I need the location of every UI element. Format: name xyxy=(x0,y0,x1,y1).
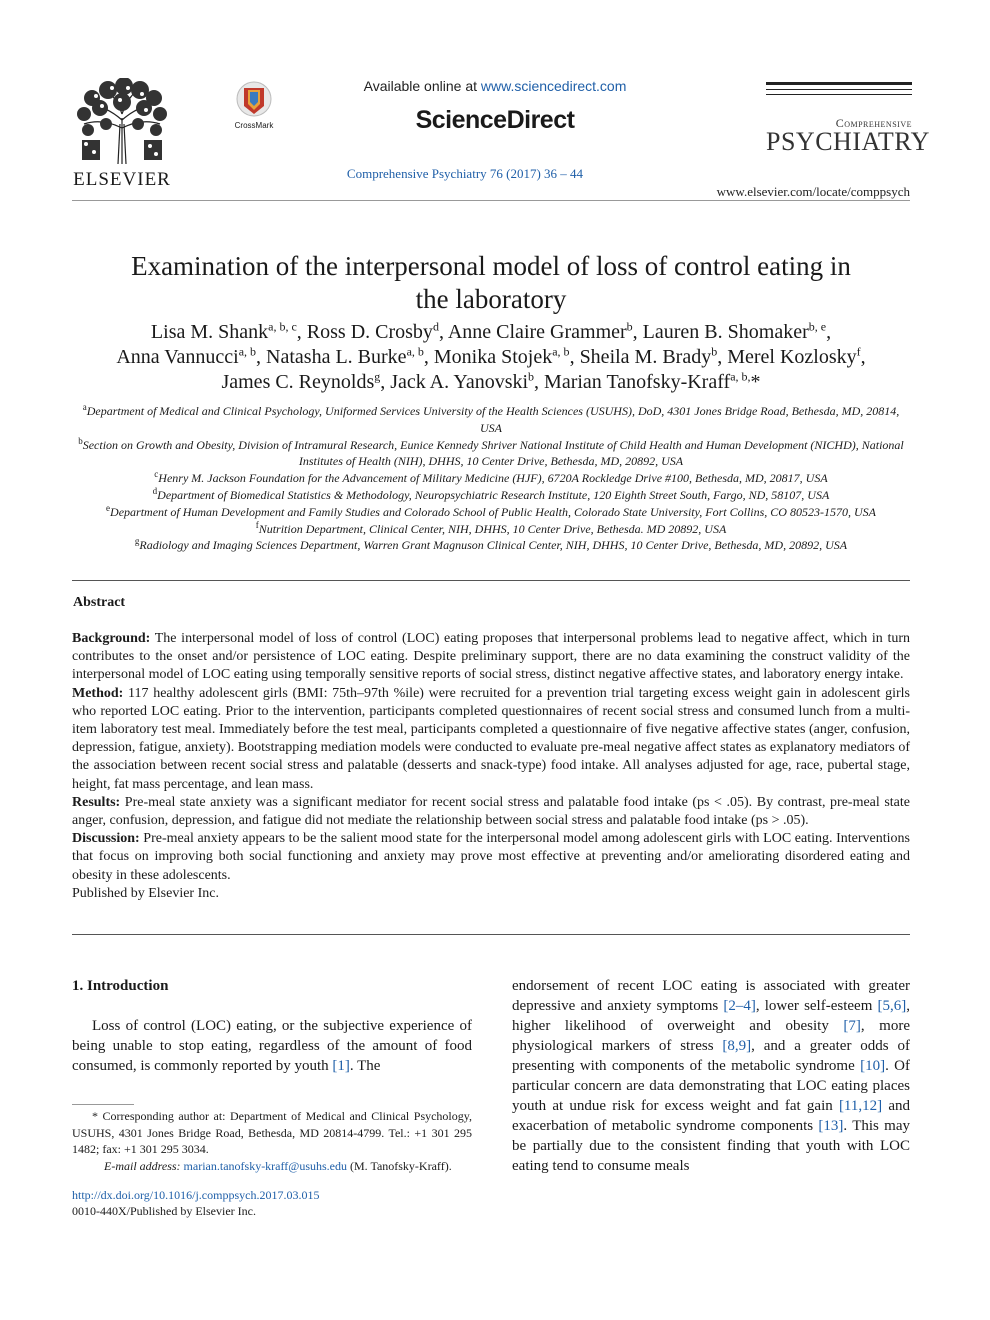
paragraph-text: , lower self-esteem xyxy=(755,998,878,1014)
abstract-section-label: Discussion: xyxy=(72,831,140,847)
affiliation-item xyxy=(72,487,910,504)
left-column xyxy=(72,976,472,1076)
author-separator: * xyxy=(750,371,761,393)
citation-link[interactable]: [8,9] xyxy=(722,1038,752,1054)
abstract-section-text: The interpersonal model of loss of control (LOC) eating proposes that interpersonal problems lead to negative affect, which in turn contributes to the onset and/or persistence of LOC eating. Despite preliminary support, there are no data examining the construct validity of the interpersonal model of LOC eating using temporally sensitive reports of social stress, distinct negative affective states, and laboratory energy intake. xyxy=(72,631,910,683)
paragraph-text: , more physiological markers of stress xyxy=(512,1018,911,1054)
journal-citation-link[interactable]: Comprehensive Psychiatry 76 (2017) 36 – 44 xyxy=(346,166,584,181)
author-separator: , xyxy=(632,321,643,343)
author-affiliation-marker[interactable]: d xyxy=(432,319,439,334)
author-affiliation-marker[interactable]: a, b, c xyxy=(268,319,297,334)
journal-logo-line2: PSYCHIATRY xyxy=(766,127,930,156)
citation-link[interactable]: [5,6] xyxy=(877,998,907,1014)
author-name[interactable]: Monika Stojek xyxy=(433,346,553,368)
footnote-email-line xyxy=(72,1158,472,1175)
author-separator: , xyxy=(826,321,832,343)
issn-line: 0010-440X/Published by Elsevier Inc. xyxy=(72,1204,256,1218)
article-title xyxy=(72,250,910,316)
journal-logo-rule xyxy=(766,82,912,85)
author-name[interactable]: James C. Reynolds xyxy=(221,371,375,393)
sciencedirect-link[interactable]: www.sciencedirect.com xyxy=(480,78,627,94)
affiliation-key: c xyxy=(154,469,159,480)
author-separator: , xyxy=(860,346,866,368)
journal-logo-line1: Comprehensive xyxy=(835,116,912,130)
affiliation-item xyxy=(72,537,910,554)
abstract-section-text: Pre-meal anxiety appears to be the salient mood state for the interpersonal model among adolescent girls with LOC eating. Interventions that focus on improving both social functioning and anxiety may prove most effective at preventing and/or ameliorating disordered eating and obesity in these adolescents. xyxy=(72,831,910,883)
abstract-section-text: 117 healthy adolescent girls (BMI: 75th–97th %ile) were recruited for a prevention trial targeting excess weight gain in adolescent girls who reported LOC eating. Prior to the intervention, participants completed questionnaires of recent social stress and consumed lunch from a multi-item laboratory test meal. Immediately before the test meal, participants completed a questionnaire of five negative affective states (anger, confusion, depression, fatigue, anxiety). Bootstrapping mediation models were conducted to evaluate pre-meal negative affect states as explanatory mediators of the association between recent social stress and palatable (desserts and snack-type) food intake. All analyses adjusted for age, race, pubertal stage, height, fat mass percentage, and lean mass. xyxy=(72,685,910,792)
affiliation-item xyxy=(72,504,910,521)
author-separator: , xyxy=(569,346,580,368)
affiliation-text: Department of Medical and Clinical Psychology, Uniformed Services University of the Health Sciences (USUHS), DoD, 4301 Jones Bridge Road, Bethesda, MD, 20814, USA xyxy=(86,404,900,435)
affiliation-list xyxy=(72,403,910,554)
affiliation-key: b xyxy=(78,435,83,446)
intro-paragraph-left xyxy=(72,1016,472,1076)
abstract-body xyxy=(72,630,910,903)
author-affiliation-marker[interactable]: b xyxy=(626,319,633,334)
affiliation-text: Henry M. Jackson Foundation for the Advancement of Military Medicine (HJF), 6720A Rockledge Drive #100, Bethesda, MD, 20817, USA xyxy=(158,471,828,486)
author-affiliation-marker[interactable]: a, b, xyxy=(730,369,751,384)
paragraph-text: , and a greater odds of presenting with components of the metabolic syndrome xyxy=(512,1038,910,1074)
author-name[interactable]: Jack A. Yanovski xyxy=(390,371,529,393)
author-separator: , xyxy=(717,346,728,368)
article-title-line: Examination of the interpersonal model of loss of control eating in xyxy=(131,251,851,281)
abstract-section-label: Method: xyxy=(72,685,124,701)
sciencedirect-wordmark[interactable]: ScienceDirect xyxy=(415,106,575,134)
journal-logo-rule xyxy=(766,94,912,95)
affiliation-text: Section on Growth and Obesity, Division of Intramural Research, Eunice Kennedy Shriver National Institute of Child Health and Human Development (NICHD), National Institutes of Health (NIH), DHHS, 10 Center Drive, Bethesda, MD, 20892, USA xyxy=(82,437,904,469)
paragraph-text: endorsement of recent LOC eating is associated with greater depressive and anxiety symptoms xyxy=(512,978,910,1014)
affiliation-item xyxy=(72,437,910,471)
author-name[interactable]: Sheila M. Brady xyxy=(579,346,712,368)
affiliation-key: g xyxy=(134,536,140,547)
author-affiliation-marker[interactable]: g xyxy=(374,369,381,384)
author-separator: , xyxy=(438,321,448,343)
author-name[interactable]: Merel Kozlosky xyxy=(727,346,857,368)
author-affiliation-marker[interactable]: f xyxy=(856,344,861,359)
affiliation-key: f xyxy=(255,519,259,530)
author-line xyxy=(60,370,922,395)
abstract-section xyxy=(72,830,910,885)
paragraph-text: . Of particular concern are data demonstrating that LOC eating places youth at undue risk for excess weight and fat gain xyxy=(512,1058,911,1114)
affiliation-text: Nutrition Department, Clinical Center, NIH, DHHS, 10 Center Drive, Bethesda. MD 20892, USA xyxy=(258,521,727,536)
author-list xyxy=(60,320,922,395)
email-label: E-mail address: xyxy=(104,1158,184,1173)
author-name[interactable]: Lisa M. Shank xyxy=(150,321,269,343)
section-heading-introduction: 1. Introduction xyxy=(72,978,169,994)
publisher-name: ELSEVIER xyxy=(73,169,171,190)
journal-homepage-link[interactable]: www.elsevier.com/locate/comppsych xyxy=(716,184,910,199)
crossmark-label: CrossMark xyxy=(234,121,274,130)
affiliation-item xyxy=(72,470,910,487)
paragraph-text: . This may be partially due to the consistent finding that youth with LOC eating tend to consume meals xyxy=(512,1118,910,1174)
author-line xyxy=(60,345,922,370)
affiliation-key: e xyxy=(106,502,111,513)
corresponding-author-footnote xyxy=(72,1108,472,1174)
author-email-link[interactable]: marian.tanofsky-kraff@usuhs.edu xyxy=(183,1158,347,1173)
abstract-section xyxy=(72,630,910,685)
paragraph-text: . The xyxy=(349,1058,381,1074)
affiliation-item xyxy=(72,403,910,437)
author-separator: , xyxy=(296,321,307,343)
author-separator: , xyxy=(534,371,545,393)
author-name[interactable]: Lauren B. Shomaker xyxy=(642,321,809,343)
abstract-section xyxy=(72,794,910,830)
journal-logo-rule xyxy=(766,89,912,90)
paragraph-text: Loss of control (LOC) eating, or the subjective experience of being unable to stop eating, regardless of the amount of food consumed, is commonly reported by youth xyxy=(72,1018,472,1074)
available-online-text: Available online at xyxy=(363,78,481,94)
journal-logo[interactable] xyxy=(766,82,930,156)
affiliation-text: Radiology and Imaging Sciences Department, Warren Grant Magnuson Clinical Center, NIH, DHHS, 10 Center Drive, Bethesda, MD, 20892, USA xyxy=(139,538,848,553)
author-separator: , xyxy=(380,371,391,393)
abstract-section xyxy=(72,685,910,794)
author-affiliation-marker[interactable]: a, b xyxy=(406,344,424,359)
affiliation-item xyxy=(72,521,910,538)
citation-link[interactable]: [10] xyxy=(860,1058,886,1074)
footnote-text: * Corresponding author at: Department of Medical and Clinical Psychology, USUHS, 4301 Jones Bridge Road, Bethesda, MD 20814-4799. Tel.: +1 301 295 1482; fax: +1 301 295 3034. xyxy=(72,1109,472,1156)
header-divider xyxy=(72,200,910,201)
author-affiliation-marker[interactable]: b xyxy=(711,344,718,359)
affiliation-text: Department of Biomedical Statistics & Methodology, Neuropsychiatric Research Institute, 120 Eighth Street South, Fargo, ND, 58107, USA xyxy=(157,487,830,502)
author-affiliation-marker[interactable]: b, e xyxy=(808,319,827,334)
affiliation-key: d xyxy=(152,485,158,496)
abstract-section-text: Pre-meal state anxiety was a significant mediator for recent social stress and palatable food intake (ps < .05). By contrast, pre-meal state anger, confusion, depression, and fatigue did not mediate the relationship between social stress and palatable food intake (ps > .05). xyxy=(72,794,910,829)
email-suffix: (M. Tanofsky-Kraff). xyxy=(347,1158,452,1173)
citation-link[interactable]: [7] xyxy=(843,1018,861,1034)
affiliation-text: Department of Human Development and Family Studies and Colorado School of Public Health, Colorado State University, Fort Collins, CO 80523-1570, USA xyxy=(110,504,876,519)
author-separator: , xyxy=(423,346,434,368)
author-line xyxy=(60,320,922,345)
citation-link[interactable]: [2–4] xyxy=(723,998,756,1014)
paragraph-text: and exacerbation of metabolic syndrome components xyxy=(512,1098,910,1134)
abstract-heading: Abstract xyxy=(73,595,126,610)
author-name[interactable]: Anne Claire Grammer xyxy=(447,321,627,343)
footnote-divider xyxy=(72,1104,134,1105)
abstract-top-divider xyxy=(72,580,910,581)
author-affiliation-marker[interactable]: a, b xyxy=(552,344,570,359)
article-title-line: the laboratory xyxy=(415,284,567,314)
citation-link[interactable]: [11,12] xyxy=(838,1098,883,1114)
author-separator: , xyxy=(256,346,267,368)
affiliation-key: a xyxy=(82,402,87,412)
abstract-bottom-divider xyxy=(72,934,910,935)
abstract-published-by: Published by Elsevier Inc. xyxy=(72,885,219,901)
author-name[interactable]: Anna Vannucci xyxy=(116,346,239,368)
citation-link[interactable]: [1] xyxy=(332,1058,350,1074)
abstract-section-label: Results: xyxy=(72,794,121,810)
author-name[interactable]: Natasha L. Burke xyxy=(266,346,407,368)
author-name[interactable]: Ross D. Crosby xyxy=(306,321,433,343)
paragraph-text: , higher likelihood of overweight and obesity xyxy=(512,998,911,1034)
intro-paragraph-right xyxy=(512,976,910,1176)
author-affiliation-marker[interactable]: b xyxy=(528,369,535,384)
right-column xyxy=(512,976,910,1176)
doi-link[interactable]: http://dx.doi.org/10.1016/j.comppsych.2017.03.015 xyxy=(72,1188,320,1202)
abstract-section-label: Background: xyxy=(72,631,151,646)
author-name[interactable]: Marian Tanofsky-Kraff xyxy=(544,371,731,393)
citation-link[interactable]: [13] xyxy=(818,1118,844,1134)
author-affiliation-marker[interactable]: a, b xyxy=(238,344,257,359)
